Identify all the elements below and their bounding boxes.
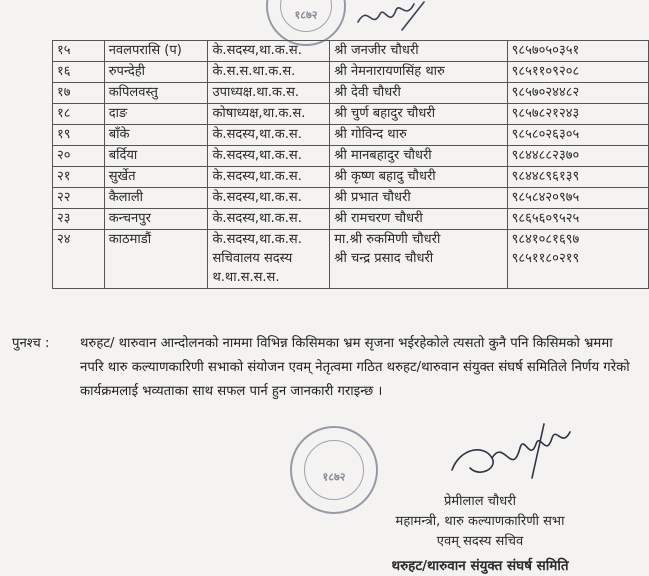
signatory-role: एवम् सदस्य सचिव (436, 534, 524, 549)
cell-post (208, 230, 330, 289)
cell-phone-number (507, 125, 648, 146)
cell-member-name (330, 41, 507, 62)
cell-serial-number: १६ (53, 62, 105, 83)
cell-phone-number-line: ९८४४८८२३७० (511, 148, 580, 163)
signatory-title: महामन्त्री, थारु कल्याणकारिणी सभा (395, 514, 565, 529)
cell-phone-number (507, 83, 648, 104)
cell-district: बर्दिया (104, 146, 208, 167)
postscript-text: थरुहट/ थारुवान आन्दोलनको नाममा विभिन्न किसिमका भ्रम सृजना भईरहेकोले त्यसतो कुनै पनि किसिमको भ्रममा नपरि थारु कल्याणकारिणी सभाको संयोजन एवम् नेतृत्वमा गठित थरुहट/थारुवान संयुक्त संघर्ष समितिले निर्णय गरेको कार्यक्रमलाई भव्यताका साथ सफल पार्न हुन जानकारी गराइन्छ । (80, 336, 630, 399)
cell-post-line: के.स.स.था.क.स. (212, 64, 296, 79)
cell-post (208, 188, 330, 209)
postscript-notice (12, 332, 634, 404)
signatory-organization: थरुहट/थारुवान संयुक्त संघर्ष समिति (391, 558, 569, 574)
cell-member-name (330, 104, 507, 125)
cell-member-name (330, 125, 507, 146)
cell-phone-number (507, 209, 648, 230)
cell-post-line: सचिवालय सदस्य (212, 251, 293, 266)
cell-member-name-line: श्री नेमनारायणसिंह थारु (334, 64, 445, 79)
cell-serial-number: २२ (53, 188, 105, 209)
table-row (53, 41, 649, 62)
cell-member-name (330, 62, 507, 83)
cell-member-name-line: श्री रामचरण चौधरी (334, 211, 423, 226)
cell-post-line: के.सदस्य,था.क.स. (212, 43, 302, 58)
cell-member-name (330, 83, 507, 104)
cell-member-name (330, 188, 507, 209)
cell-member-name-line: श्री देवी चौधरी (334, 85, 401, 100)
cell-phone-number-line: ९८५७८२१२४३ (511, 106, 580, 121)
cell-post-line: के.सदस्य,था.क.स. (212, 232, 302, 247)
cell-serial-number: १७ (53, 83, 105, 104)
cell-post-line: के.सदस्य,था.क.स. (212, 190, 302, 205)
cell-phone-number (507, 146, 648, 167)
cell-member-name-line: श्री जनजीर चौधरी (334, 43, 419, 58)
cell-member-name (330, 209, 507, 230)
cell-district: सुर्खेत (104, 167, 208, 188)
cell-phone-number (507, 230, 648, 289)
cell-member-name-line: श्री मानबहादुर चौधरी (334, 148, 432, 163)
cell-post (208, 104, 330, 125)
cell-phone-number-line: ९८४१०८१६९७ (511, 232, 580, 247)
table-row (53, 209, 649, 230)
cell-serial-number: १९ (53, 125, 105, 146)
cell-phone-number-line: ९८६५६०९५२५ (511, 211, 580, 226)
cell-serial-number: २१ (53, 167, 105, 188)
signatory-name: प्रेमीलाल चौधरी (444, 494, 516, 509)
cell-serial-number: २४ (53, 230, 105, 289)
table-row (53, 146, 649, 167)
cell-serial-number: २३ (53, 209, 105, 230)
cell-district: बाँके (104, 125, 208, 146)
cell-district: कपिलवस्तु (104, 83, 208, 104)
cell-member-name (330, 146, 507, 167)
cell-phone-number (507, 104, 648, 125)
cell-phone-number-line: ९८५८४२०९७५ (511, 190, 580, 205)
cell-member-name-line: श्री प्रभात चौधरी (334, 190, 411, 205)
cell-phone-number (507, 167, 648, 188)
cell-post (208, 125, 330, 146)
district-member-table (52, 40, 649, 289)
table-row (53, 83, 649, 104)
cell-serial-number: २० (53, 146, 105, 167)
cell-district: कैलाली (104, 188, 208, 209)
cell-post-line: उपाध्यक्ष.था.क.स. (212, 85, 300, 100)
cell-phone-number-line: ९८५११८०२१९ (511, 251, 580, 266)
cell-phone-number (507, 41, 648, 62)
table-row (53, 188, 649, 209)
cell-member-name (330, 167, 507, 188)
cell-post (208, 209, 330, 230)
cell-district: नवलपरासि (प) (104, 41, 208, 62)
cell-member-name (330, 230, 507, 289)
cell-district: कन्चनपुर (104, 209, 208, 230)
cell-phone-number-line: ९८५११०९२०८ (511, 64, 580, 79)
cell-post (208, 83, 330, 104)
cell-member-name-line: श्री कृष्ण बहादु चौधरी (334, 169, 436, 184)
cell-phone-number-line: ९८५७०५०३५१ (511, 43, 580, 58)
cell-post (208, 146, 330, 167)
cell-post-line: के.सदस्य,था.क.स. (212, 127, 302, 142)
top-signature (350, 0, 430, 40)
signature-block (330, 492, 630, 576)
cell-member-name-line: श्री गोविन्द थारु (334, 127, 407, 142)
cell-serial-number: १५ (53, 41, 105, 62)
cell-district: काठमाडौं (104, 230, 208, 289)
cell-post (208, 41, 330, 62)
cell-district: दाङ (104, 104, 208, 125)
cell-post-line: थ.था.स.स.स. (212, 270, 280, 285)
cell-post (208, 167, 330, 188)
cell-member-name-line: मा.श्री रुकमिणी चौधरी (334, 232, 441, 247)
cell-district: रुपन्देही (104, 62, 208, 83)
cell-post-line: कोषाध्यक्ष,था.क.स. (212, 106, 306, 121)
cell-phone-number-line: ९८५८०२६३०५ (511, 127, 580, 142)
cell-post (208, 62, 330, 83)
table-row (53, 62, 649, 83)
cell-post-line: के.सदस्य,था.क.स. (212, 148, 302, 163)
cell-post-line: के.सदस्य,था.क.स. (212, 169, 302, 184)
top-seal-code: १८७२ (294, 8, 318, 22)
postscript-label: पुनश्च : (12, 336, 50, 351)
cell-member-name-line: श्री चन्द्र प्रसाद चौधरी (334, 251, 434, 266)
table-row (53, 167, 649, 188)
bottom-seal-code: १८७२ (322, 470, 346, 484)
cell-phone-number (507, 188, 648, 209)
cell-phone-number (507, 62, 648, 83)
cell-post-line: के.सदस्य,था.क.स. (212, 211, 302, 226)
cell-phone-number-line: ९८५७०२४४८२ (511, 85, 580, 100)
table-row (53, 230, 649, 289)
cell-serial-number: १८ (53, 104, 105, 125)
table-row (53, 104, 649, 125)
signatory-signature (440, 418, 600, 490)
cell-phone-number-line: ९८४४८९६१३९ (511, 169, 580, 184)
cell-member-name-line: श्री चुर्ण बहादुर चौधरी (334, 106, 436, 121)
table-row (53, 125, 649, 146)
